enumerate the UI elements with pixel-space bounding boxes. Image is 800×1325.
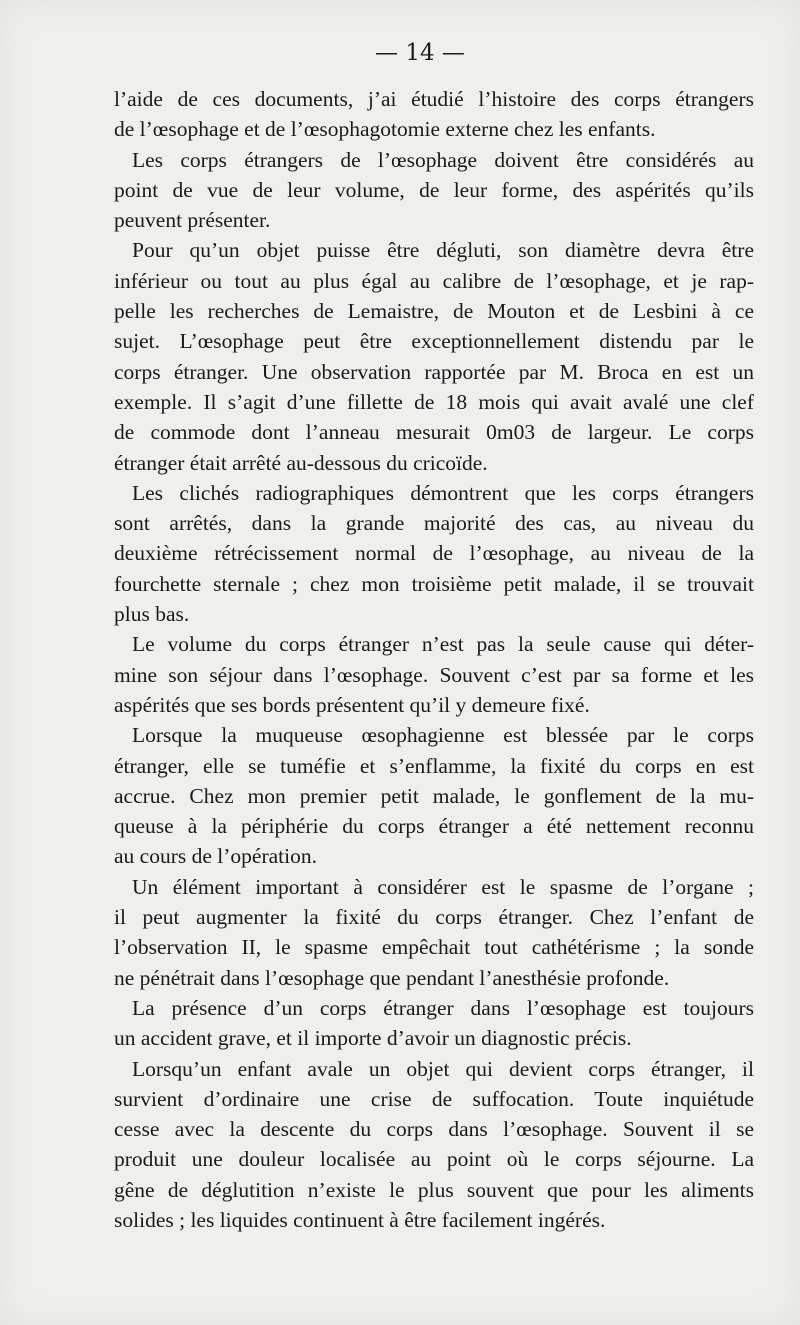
text-line: accrue. Chez mon premier petit malade, le gonflement de la mu- bbox=[114, 783, 754, 808]
text-line: Un élément important à considérer est le spasme de l’organe ; bbox=[132, 874, 754, 899]
text-line: deuxième rétrécissement normal de l’œsophage, au niveau de la bbox=[114, 541, 754, 566]
paragraph bbox=[114, 872, 754, 993]
text-line: un accident grave, et il importe d’avoir un diagnostic précis. bbox=[114, 1026, 632, 1051]
text-line: corps étranger. Une observation rapportée par M. Broca en est un bbox=[114, 359, 754, 384]
text-line: sont arrêtés, dans la grande majorité des cas, au niveau du bbox=[114, 511, 754, 536]
text-line: mine son séjour dans l’œsophage. Souvent c’est par sa forme et les bbox=[114, 662, 754, 687]
text-line: ne pénétrait dans l’œsophage que pendant l’anesthésie profonde. bbox=[114, 965, 670, 990]
paragraph bbox=[114, 720, 754, 871]
text-line: au cours de l’opération. bbox=[114, 844, 317, 869]
text-line: Les corps étrangers de l’œsophage doivent être considérés au bbox=[132, 147, 754, 172]
text-line: étranger était arrêté au-dessous du cricoïde. bbox=[114, 450, 488, 475]
text-line: l’aide de ces documents, j’ai étudié l’histoire des corps étrangers bbox=[114, 87, 754, 111]
page-number: — 14 — bbox=[375, 40, 465, 66]
text-line: Lorsqu’un enfant avale un objet qui devient corps étranger, il bbox=[132, 1056, 754, 1081]
text-line: La présence d’un corps étranger dans l’œsophage est toujours bbox=[132, 995, 754, 1020]
text-line: cesse avec la descente du corps dans l’œsophage. Souvent il se bbox=[114, 1117, 754, 1142]
text-line: de l’œsophage et de l’œsophagotomie externe chez les enfants. bbox=[114, 117, 656, 142]
text-line: Pour qu’un objet puisse être dégluti, son diamètre devra être bbox=[132, 238, 754, 263]
text-line: Le volume du corps étranger n’est pas la seule cause qui déter- bbox=[132, 632, 754, 657]
text-line: solides ; les liquides continuent à être facilement ingérés. bbox=[114, 1207, 606, 1232]
text-line: fourchette sternale ; chez mon troisième petit malade, il se trouvait bbox=[114, 571, 754, 596]
text-line: pelle les recherches de Lemaistre, de Mouton et de Lesbini à ce bbox=[114, 299, 754, 324]
text-line: aspérités que ses bords présentent qu’il y demeure fixé. bbox=[114, 692, 590, 717]
body-text bbox=[114, 84, 754, 1235]
text-line: point de vue de leur volume, de leur forme, des aspérités qu’ils bbox=[114, 177, 754, 202]
paragraph bbox=[114, 629, 754, 720]
text-line: survient d’ordinaire une crise de suffocation. Toute inquiétude bbox=[114, 1086, 754, 1111]
paragraph bbox=[114, 1054, 754, 1236]
paragraph bbox=[114, 235, 754, 477]
text-line: produit une douleur localisée au point où le corps séjourne. La bbox=[114, 1147, 754, 1172]
text-line: gêne de déglutition n’existe le plus souvent que pour les aliments bbox=[114, 1177, 754, 1202]
text-line: sujet. L’œsophage peut être exceptionnellement distendu par le bbox=[114, 329, 754, 354]
paragraph bbox=[114, 993, 754, 1054]
text-line: exemple. Il s’agit d’une fillette de 18 mois qui avait avalé une clef bbox=[114, 389, 754, 414]
paragraph bbox=[114, 478, 754, 629]
text-line: peuvent présenter. bbox=[114, 208, 271, 233]
text-line: plus bas. bbox=[114, 602, 190, 627]
text-line: l’observation II, le spasme empêchait tout cathétérisme ; la sonde bbox=[114, 935, 754, 960]
paragraph bbox=[114, 84, 754, 145]
text-line: il peut augmenter la fixité du corps étranger. Chez l’enfant de bbox=[114, 905, 754, 930]
paragraph bbox=[114, 145, 754, 236]
text-line: Les clichés radiographiques démontrent que les corps étrangers bbox=[132, 480, 754, 505]
text-line: de commode dont l’anneau mesurait 0m03 de largeur. Le corps bbox=[114, 420, 754, 445]
text-line: queuse à la périphérie du corps étranger a été nettement reconnu bbox=[114, 814, 754, 839]
text-line: Lorsque la muqueuse œsophagienne est blessée par le corps bbox=[132, 723, 754, 748]
text-line: inférieur ou tout au plus égal au calibre de l’œsophage, et je rap- bbox=[114, 268, 754, 293]
text-line: étranger, elle se tuméfie et s’enflamme, la fixité du corps en est bbox=[114, 753, 754, 778]
